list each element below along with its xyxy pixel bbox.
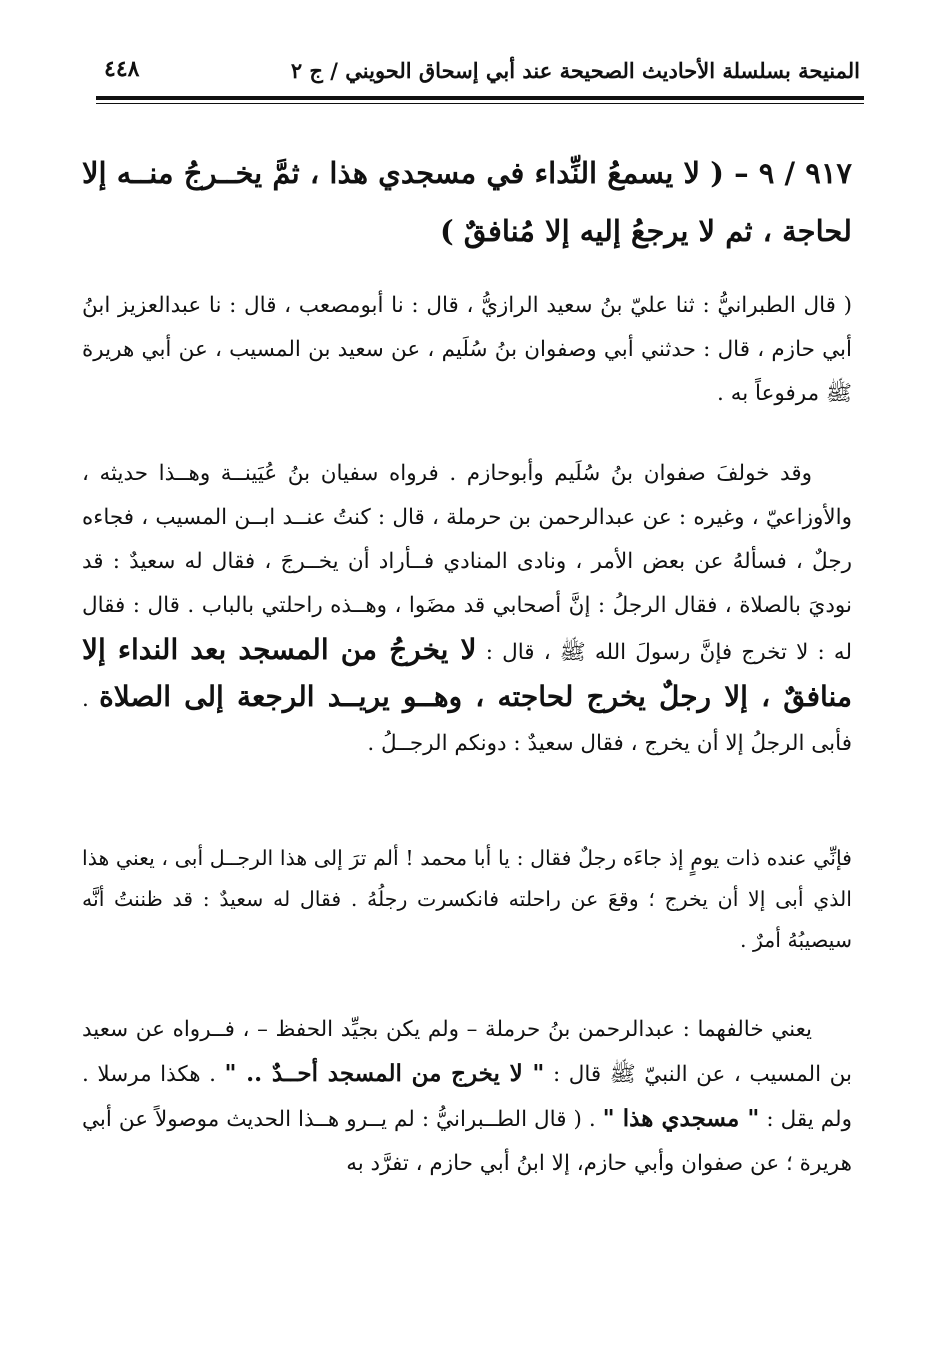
quoted-saying-1: " لا يخرج من المسجد أحــدٌ .. " xyxy=(224,1060,545,1087)
quoted-saying-2: " مسجدي هذا " xyxy=(602,1105,760,1132)
header-rule-thick xyxy=(96,96,864,100)
hadith-text xyxy=(82,144,852,260)
running-header xyxy=(96,52,864,96)
header-rule-thin xyxy=(96,103,864,104)
story-paragraph xyxy=(82,838,852,961)
commentary-text-1: يعني خالفهما : عبدالرحمن بنُ حرملة – ولم يكن بجيِّد الحفظ – ، فــرواه عن سعيد بن المسيب ، عن النبيّ ﷺ قال : xyxy=(82,1017,852,1087)
prophetic-saying: لا يخرجُ من المسجد بعد النداء إلا منافقٌ ، إلا رجلٌ يخرج لحاجته ، وهــو يريــد الرجعة إلى الصلاة xyxy=(82,633,852,713)
header-title: المنيحة بسلسلة الأحاديث الصحيحة عند أبي إسحاق الحويني / ج ٢ xyxy=(290,58,860,83)
page-number: ٤٤٨ xyxy=(104,56,140,82)
story-text: فإنِّي عنده ذات يومٍ إذ جاءَه رجلٌ فقال : يا أبا محمد ! ألم ترَ إلى هذا الرجــل أبى ، يعني هذا الذي أبى إلا أن يخرج ؛ وقعَ عن راحلته فانكسرت رجلُهُ . فقال له سعيدٌ : قد ظننتُ أنَّه سيصيبُهُ أمرٌ . xyxy=(82,846,852,952)
discussion-paragraph xyxy=(82,452,852,766)
discussion-text-1: وقد خولفَ صفوان بنُ سُلَيم وأبوحازم . فرواه سفيان بنُ عُيَينــة وهــذا حديثه ، والأوزاعيّ ، وغيره : عن عبدالرحمن بن حرملة ، قال : كنتُ عنــد ابــن المسيب ، فجاءه رجلٌ ، فسألهُ عن بعض الأمر ، ونادى المنادي فــأراد أن يخــرجَ ، فقال له سعيدٌ : قد نوديَ بالصلاة ، فقال الرجلُ : إنَّ أصحابي قد مضَوا ، وهــذه راحلتي بالباب . قال : فقال له : لا تخرج فإنَّ رسولَ الله ﷺ ، قال : xyxy=(82,461,852,665)
isnad-paragraph xyxy=(82,284,852,416)
commentary-text-3: . ( قال الطــبرانيُّ : لم يــرو هــذا الحديث موصولاً عن أبي هريرة ؛ عن صفوان وأبي حازم، إلا ابنُ أبي حازم ، تفرَّد به xyxy=(82,1107,852,1176)
hadith-number: ٩١٧ / ٩ – xyxy=(734,156,852,190)
hadith-body: ( لا يسمعُ النِّداء في مسجدي هذا ، ثمَّ يخــرجُ منــه إلا لحاجة ، ثم لا يرجعُ إليه إلا مُنافقٌ ) xyxy=(82,156,852,248)
commentary-text-2: . هكذا مرسلا . ولم يقل : xyxy=(82,1062,852,1132)
commentary-paragraph xyxy=(82,1008,852,1186)
isnad-text: ( قال الطبرانيُّ : ثنا عليّ بنُ سعيد الرازيُّ ، قال : نا أبومصعب ، قال : نا عبدالعزيز ابنُ أبي حازم ، قال : حدثني أبي وصفوان بنُ سُلَيم ، عن سعيد بن المسيب ، عن أبي هريرة ﷺ مرفوعاً به . xyxy=(82,293,852,406)
discussion-text-2: . فأبى الرجلُ إلا أن يخرج ، فقال سعيدٌ : دونكم الرجــلُ . xyxy=(82,687,852,756)
